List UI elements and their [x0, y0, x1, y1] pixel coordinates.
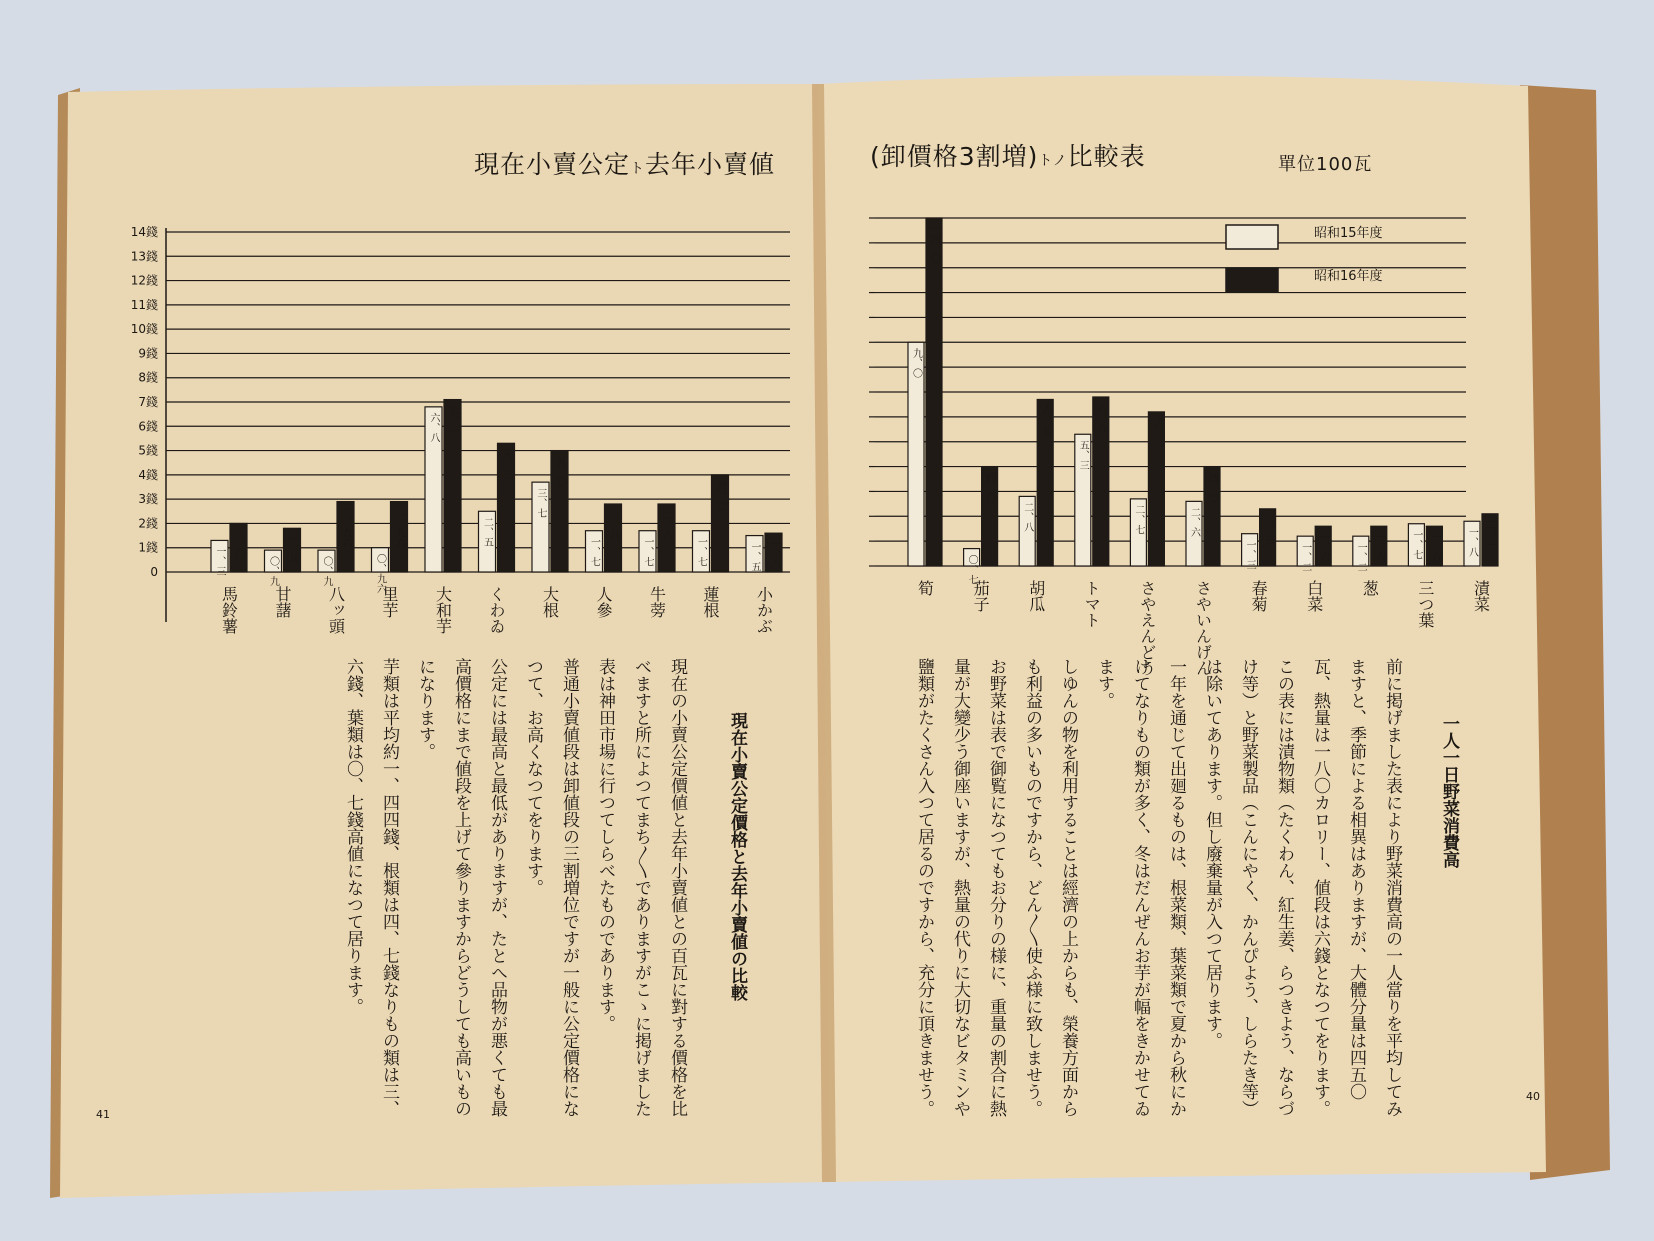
y-tick-label: 11錢 — [130, 297, 158, 312]
right-chart-title: (卸價格3割増)トノ比較表 — [870, 142, 1146, 171]
category-label: 小かぶ — [754, 586, 774, 634]
bar-value-label: 一、六 — [1428, 532, 1440, 563]
y-tick-label: 6錢 — [138, 419, 158, 434]
bar-value-label: 二、七 — [1132, 504, 1144, 535]
y-tick-label: 12錢 — [130, 273, 158, 288]
bar-value-label: 二、六 — [1188, 507, 1200, 538]
bar-value-label: 二、八 — [661, 510, 672, 540]
bar-value-label: 〇、七 — [966, 554, 978, 585]
y-tick-label: 0 — [150, 565, 158, 579]
category-label: 馬鈴薯 — [219, 586, 239, 634]
right-body-text: 前に掲げました表により野菜消費高の一人當りを平均してみますと、季節による相異はありますが、大體分量は四五〇瓦、熱量は一八〇カロリー、値段は六錢となつてをります。 この表には漬物類（たくわん、紅生姜、らつきよう、ならづけ等）と野菜製品（こんにやく、かんぴよう、しらたき等）は除いてあります。但し廢棄量が入つて居ります。 一年を通じて出廻るものは、根菜類、葉菜類で夏から秋にかけてなりもの類が多く、冬はだんぜんお芋が幅をきかせてゐます。 しゆんの物を利用することは經濟の上からも、榮養方面からも利益の多いものですから、どん〳〵使ふ様に致しませう。 お野菜は表で御覧になつてもお分りの様に、重量の割合に熱量が大變少う御座いますが、熱量の代りに大切なビタミンや鹽類がたくさん入つて居るのですから、充分に頂きませう。 — [914, 658, 1402, 1117]
bar-value-label: 五、三 — [1077, 440, 1089, 471]
bar-value-label: 一、二 — [1355, 542, 1367, 573]
category-label: 甘藷 — [273, 586, 292, 618]
category-label: 白菜 — [1304, 580, 1324, 612]
y-tick-label: 5錢 — [138, 443, 158, 458]
bar-value-label: 六、八 — [428, 412, 439, 443]
category-label: 里芋 — [380, 586, 399, 618]
category-label: さやいんげん — [1193, 580, 1213, 676]
bar-value-label: 一、七 — [1410, 529, 1422, 560]
bar-value-label: 〇、九六 — [374, 553, 386, 594]
bar-value-label: 二、九六 — [340, 507, 351, 548]
bar-value-label: 一、六 — [1317, 532, 1329, 563]
category-label: 茄子 — [971, 580, 991, 612]
y-tick-label: 14錢 — [130, 225, 158, 239]
legend-swatch — [1226, 268, 1278, 292]
bar-value-label: 二、一 — [1484, 519, 1496, 550]
bar-value-label: 一、二 — [1299, 542, 1311, 573]
category-label: 蓮根 — [701, 586, 720, 618]
bar-value-label: 〇、九 — [267, 556, 279, 587]
bar-value-label: 二、〇 — [233, 529, 244, 560]
bar-value-label: 一、七 — [588, 536, 600, 567]
category-label: 春菊 — [1249, 580, 1269, 612]
bar-value-label: 二、五 — [481, 517, 493, 548]
y-tick-label: 13錢 — [130, 249, 158, 264]
bar-value-label: 一、六 — [768, 539, 779, 570]
left-page-number: 41 — [96, 1108, 110, 1121]
bar-value-label: 一、三 — [214, 546, 225, 577]
bar-value-label: 四、〇 — [1206, 472, 1218, 503]
bar-value-label: 六、七 — [1039, 405, 1051, 436]
bar-value-label: 三、七 — [535, 488, 546, 519]
chart-unit: 單位100瓦 — [1278, 154, 1373, 175]
legend-label: 昭和15年度 — [1314, 226, 1383, 241]
bar-value-label: 一、六 — [1373, 532, 1385, 563]
bar-value-label: 二、八 — [607, 510, 619, 540]
category-label: くわゐ — [487, 586, 506, 634]
category-label: 八ッ頭 — [326, 586, 346, 634]
bar-value-label: 一四、〇 — [928, 224, 940, 264]
y-tick-label: 4錢 — [138, 467, 158, 482]
bar-value-label: 一、八 — [1466, 527, 1478, 558]
bar-value-label: 一、七 — [695, 536, 707, 567]
category-label: 大根 — [540, 586, 560, 618]
category-label: 胡瓜 — [1026, 580, 1046, 612]
bar-value-label: 六、二 — [1150, 417, 1162, 448]
category-label: 筍 — [915, 580, 935, 596]
y-tick-label: 2錢 — [138, 516, 158, 531]
bar-value-label: 一、八 — [286, 534, 298, 565]
category-label: 牛蒡 — [647, 586, 667, 618]
left-chart-title: 現在小賣公定ト去年小賣値 — [474, 150, 776, 179]
y-tick-label: 1錢 — [138, 540, 158, 555]
left-section-heading: 現在小賣公定價格と去年小賣値の比較 — [727, 712, 747, 1001]
y-tick-label: 9錢 — [138, 346, 158, 361]
legend-label: 昭和16年度 — [1314, 269, 1383, 284]
bar-value-label: 二、九六 — [393, 507, 405, 548]
bar-value-label: 二、八 — [1021, 502, 1033, 533]
category-label: さやえんどう — [1137, 580, 1157, 676]
bar-value-label: 一、三 — [1244, 539, 1256, 570]
category-label: 大和芋 — [433, 586, 453, 634]
y-tick-label: 10錢 — [130, 322, 158, 337]
right-page-number: 40 — [1526, 1090, 1540, 1103]
category-label: 葱 — [1360, 580, 1380, 596]
bar-value-label: 七、一 — [447, 405, 458, 436]
legend-swatch — [1226, 225, 1278, 249]
bar-value-label: 五、三 — [500, 449, 512, 480]
y-tick-label: 7錢 — [138, 395, 158, 409]
y-tick-label: 8錢 — [138, 370, 158, 385]
category-label: 三つ葉 — [1415, 580, 1435, 628]
bar-value-label: 〇、九 — [321, 556, 332, 587]
category-label: 漬菜 — [1471, 580, 1491, 612]
bar-value-label: 九、〇 — [910, 348, 922, 379]
bar-s16 — [926, 218, 942, 566]
category-label: トマト — [1082, 580, 1102, 628]
right-section-heading: 一人一日野菜消費高 — [1439, 715, 1459, 868]
bar-value-label: 二、三 — [1262, 514, 1274, 545]
left-body-text: 現在の小賣公定價値と去年小賣値との百瓦に對する價格を比べますと所によつてまち〳〵でありますがこゝに掲げました表は神田市場に行つてしらべたものであります。 普通小賣値段は卸値段の三割増位ですが一般に公定價格になつて、お高くなつてをります。 公定には最高と最低がありますが、たとへ品物が悪くても最高價格にまで値段を上げて參りますからどうしても高いものになります。 芋類は平均約一、四四錢、根類は四、七錢なりもの類は三、六錢、葉類は〇、七錢高値になつて居ります。 — [343, 658, 687, 1117]
category-label: 人參 — [594, 586, 613, 618]
bar-value-label: 一、五 — [749, 541, 760, 572]
bar-value-label: 五、〇 — [554, 456, 565, 487]
y-tick-label: 3錢 — [138, 492, 158, 507]
bar-value-label: 六、八 — [1095, 402, 1107, 433]
bar-value-label: 四、〇 — [714, 480, 726, 511]
bar-value-label: 一、七 — [642, 536, 653, 567]
bar-value-label: 四、〇 — [984, 472, 996, 503]
